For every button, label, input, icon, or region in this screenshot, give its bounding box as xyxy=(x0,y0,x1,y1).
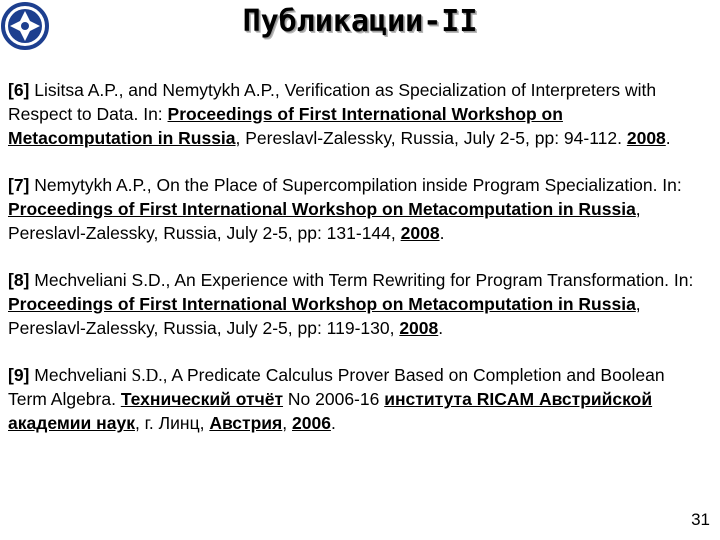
reference-item-6 xyxy=(8,78,708,150)
reference-item-7 xyxy=(8,173,708,245)
reference-initials: S.D. xyxy=(131,365,163,385)
reference-venue: Proceedings of First International Workshop on Metacomputation in Russia xyxy=(8,294,636,314)
page-number: 31 xyxy=(691,510,710,529)
reference-country: Австрия xyxy=(209,413,283,433)
reference-item-8 xyxy=(8,268,708,340)
reference-text: Mechveliani S.D., An Experience with Term Rewriting for Program Transformation. In: xyxy=(29,270,694,290)
reference-end: . xyxy=(438,318,444,338)
reference-number: [6] xyxy=(8,80,30,100)
reference-report: Технический отчёт xyxy=(120,389,284,409)
reference-year: 2006 xyxy=(292,413,331,433)
reference-text: , Pereslavl-Zalessky, Russia, July 2-5, pp: 119-130, xyxy=(8,294,641,338)
reference-year: 2008 xyxy=(400,223,440,243)
reference-author: Mechveliani xyxy=(29,365,132,385)
reference-year: 2008 xyxy=(626,128,666,148)
reference-venue: Proceedings of First International Workshop on Metacomputation in Russia xyxy=(8,199,636,219)
reference-number: [8] xyxy=(8,270,30,290)
reference-number: [7] xyxy=(8,175,30,195)
reference-institute: института RICAM Австрийской академии наук xyxy=(8,389,653,433)
reference-end: . xyxy=(665,128,671,148)
reference-text: No 2006-16 xyxy=(283,389,385,409)
reference-text: , xyxy=(282,413,292,433)
reference-venue: Proceedings of First International Workshop on Metacomputation in Russia xyxy=(8,104,563,148)
page-title: Публикации-II xyxy=(242,4,478,39)
reference-number: [9] xyxy=(8,365,30,385)
reference-text: Lisitsa A.P., and Nemytykh A.P., Verification as Specialization of Interpreters with Respect to Data. In: xyxy=(8,80,657,124)
reference-list xyxy=(8,78,708,458)
reference-text: Nemytykh A.P., On the Place of Supercompilation inside Program Specialization. In: xyxy=(29,175,682,195)
reference-item-9 xyxy=(8,363,708,435)
reference-text: , A Predicate Calculus Prover Based on Completion and Boolean Term Algebra. xyxy=(8,365,665,409)
reference-text: , г. Линц, xyxy=(134,413,210,433)
reference-year: 2008 xyxy=(399,318,439,338)
reference-end: . xyxy=(330,413,336,433)
reference-text: , Pereslavl-Zalessky, Russia, July 2-5, pp: 94-112. xyxy=(235,128,627,148)
reference-text: , Pereslavl-Zalessky, Russia, July 2-5, pp: 131-144, xyxy=(8,199,641,243)
reference-end: . xyxy=(439,223,445,243)
